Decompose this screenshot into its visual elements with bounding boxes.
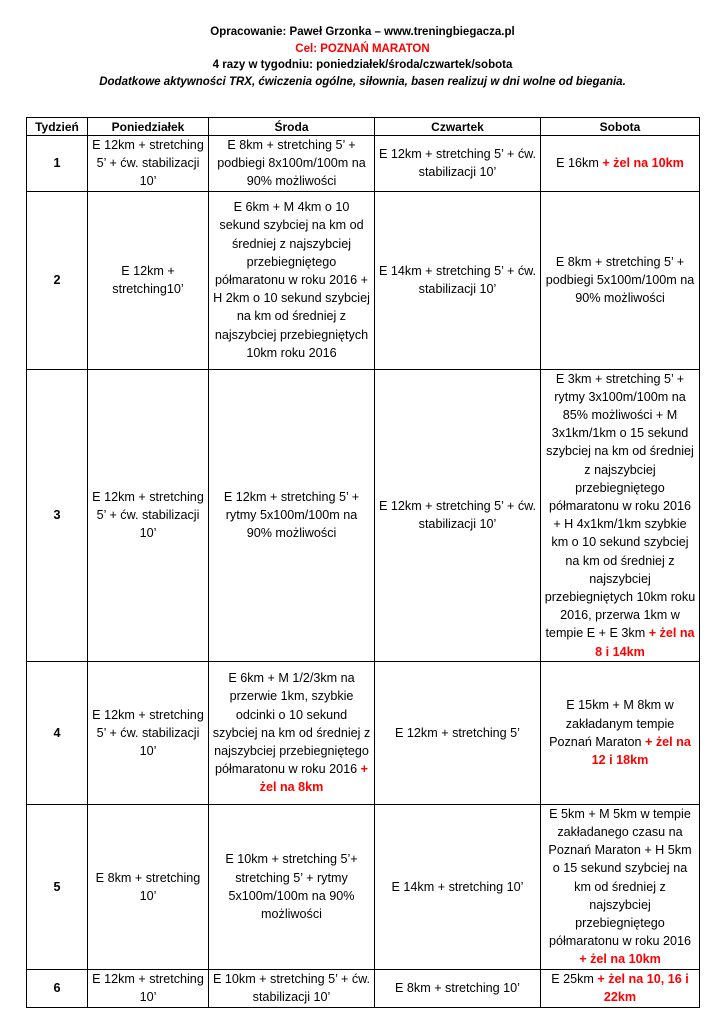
week-number: 1 <box>27 136 88 192</box>
monday-cell: E 12km + stretching 5’ + ćw. stabilizacji 10’ <box>88 136 209 192</box>
table-row <box>27 969 700 1007</box>
author-line: Opracowanie: Paweł Grzonka – www.treningbiegacza.pl <box>210 26 515 38</box>
column-header-saturday: Sobota <box>541 118 700 136</box>
monday-cell: E 12km + stretching 5’ + ćw. stabilizacji 10’ <box>88 369 209 661</box>
thursday-cell: E 12km + stretching 5’ <box>375 661 541 804</box>
document-header <box>0 24 725 90</box>
wednesday-cell: E 10km + stretching 5’+ stretching 5’ + rytmy 5x100m/100m na 90% możliwości <box>209 804 375 969</box>
saturday-text: E 5km + M 5km w tempie zakładanego czasu na Poznań Maraton + H 5km o 15 sekund szybciej na km od średniej z najszybciej przebiegniętego półmaratonu w roku 2016 <box>548 806 692 949</box>
saturday-cell: E 8km + stretching 5’ + podbiegi 5x100m/100m na 90% możliwości <box>541 191 700 369</box>
gel-note: + żel na 8 i 14km <box>595 626 695 659</box>
table-row <box>27 191 700 369</box>
thursday-cell: E 14km + stretching 10’ <box>375 804 541 969</box>
week-number: 6 <box>27 969 88 1007</box>
table-row <box>27 804 700 969</box>
wednesday-cell <box>209 661 375 804</box>
wednesday-cell: E 8km + stretching 5’ + podbiegi 8x100m/100m na 90% możliwości <box>209 136 375 192</box>
column-header-thursday: Czwartek <box>375 118 541 136</box>
column-header-wednesday: Środa <box>209 118 375 136</box>
column-header-week: Tydzień <box>27 118 88 136</box>
training-plan-table <box>26 117 700 1008</box>
week-number: 2 <box>27 191 88 369</box>
saturday-cell <box>541 804 700 969</box>
saturday-cell <box>541 369 700 661</box>
thursday-cell: E 14km + stretching 5’ + ćw. stabilizacji 10’ <box>375 191 541 369</box>
saturday-cell <box>541 969 700 1007</box>
gel-note: + żel na 10km <box>602 156 684 171</box>
thursday-cell: E 12km + stretching 5’ + ćw. stabilizacji 10’ <box>375 136 541 192</box>
week-number: 3 <box>27 369 88 661</box>
table-row <box>27 369 700 661</box>
monday-cell: E 12km + stretching 5’ + ćw. stabilizacji 10’ <box>88 661 209 804</box>
saturday-text: E 25km <box>551 971 594 986</box>
saturday-text: E 15km + M 8km w zakładanym tempie Poznań Maraton <box>549 698 675 749</box>
table-row <box>27 136 700 192</box>
gel-note: + żel na 10, 16 i 22km <box>597 971 689 1005</box>
table-header-row <box>27 118 700 136</box>
frequency-line: 4 razy w tygodniu: poniedziałek/środa/czwartek/sobota <box>212 59 513 71</box>
saturday-text: E 16km <box>556 156 599 171</box>
wednesday-cell: E 10km + stretching 5’ + ćw. stabilizacji 10’ <box>209 969 375 1007</box>
week-number: 5 <box>27 804 88 969</box>
gel-note: + żel na 8km <box>259 762 368 795</box>
table-row <box>27 661 700 804</box>
wednesday-cell: E 6km + M 4km o 10 sekund szybciej na km od średniej z najszybciej przebiegniętego półmaratonu w roku 2016 + H 2km o 10 sekund szybciej na km od średniej z najszybciej przebiegniętych 10km roku 2016 <box>209 191 375 369</box>
thursday-cell: E 8km + stretching 10’ <box>375 969 541 1007</box>
wednesday-text: E 6km + M 1/2/3km na przerwie 1km, szybkie odcinki o 10 sekund szybciej na km od średniej z najszybciej przebiegniętego półmaratonu w roku 2016 <box>212 671 371 777</box>
saturday-cell <box>541 661 700 804</box>
gel-note: + żel na 12 i 18km <box>591 734 691 768</box>
wednesday-cell: E 12km + stretching 5’ + rytmy 5x100m/100m na 90% możliwości <box>209 369 375 661</box>
additional-activities-line: Dodatkowe aktywności TRX, ćwiczenia ogólne, siłownia, basen realizuj w dni wolne od biegania. <box>99 75 626 88</box>
week-number: 4 <box>27 661 88 804</box>
monday-cell: E 12km + stretching10’ <box>88 191 209 369</box>
saturday-text: E 3km + stretching 5’ + rytmy 3x100m/100m na 85% możliwości + M 3x1km/1km o 15 sekund szybciej na km od średniej z najszybciej przebiegniętego półmaratonu w roku 2016 + H 4x1km/1km szybkie km o 10 sekund szybciej na km od średniej z najszybciej przebiegniętych 10km roku 2016, przerwa 1km w tempie E + E 3km <box>544 371 696 641</box>
saturday-cell <box>541 136 700 192</box>
column-header-monday: Poniedziałek <box>88 118 209 136</box>
goal-line: Cel: POZNAŃ MARATON <box>295 42 430 55</box>
gel-note: + żel na 10km <box>579 952 661 967</box>
thursday-cell: E 12km + stretching 5’ + ćw. stabilizacji 10’ <box>375 369 541 661</box>
monday-cell: E 8km + stretching 10’ <box>88 804 209 969</box>
monday-cell: E 12km + stretching 10’ <box>88 969 209 1007</box>
